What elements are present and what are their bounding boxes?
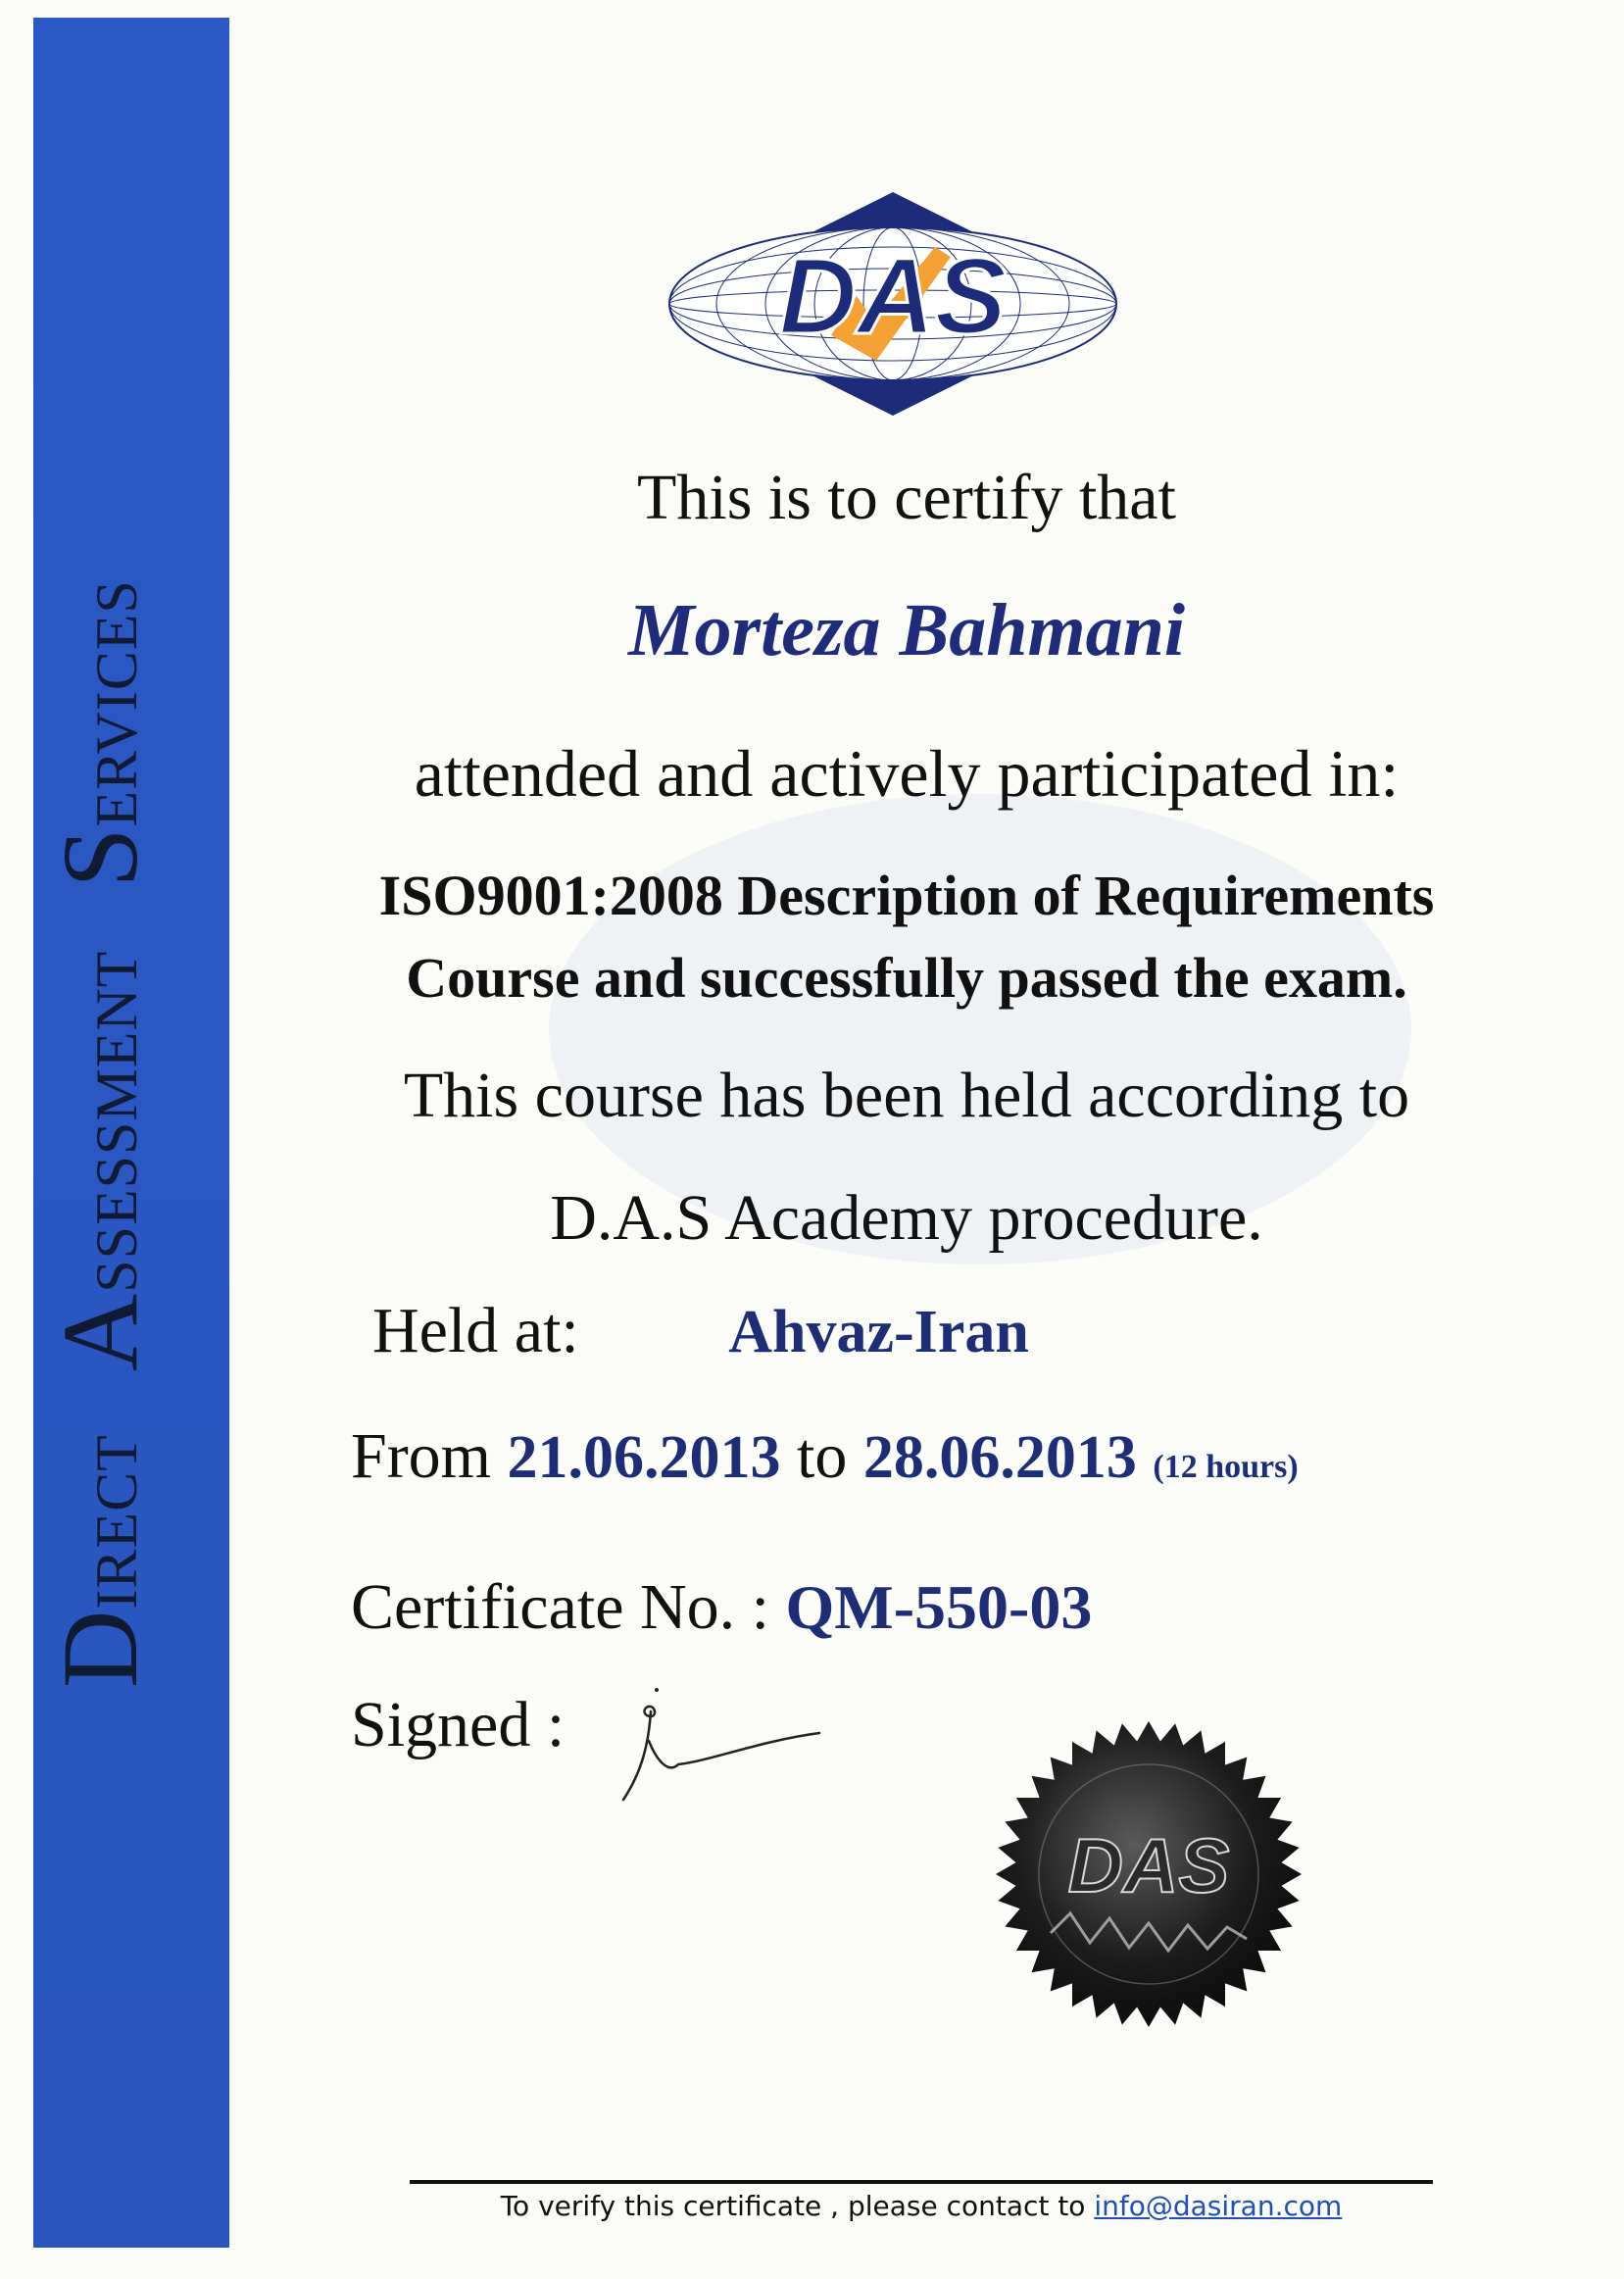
signed-row	[351, 1688, 565, 1762]
recipient-name: Morteza Bahmani	[627, 589, 1186, 671]
procedure-line-1: This course has been held according to	[403, 1060, 1410, 1131]
to-label: to	[797, 1420, 848, 1492]
from-label: From	[351, 1420, 492, 1492]
verification-note	[410, 2190, 1433, 2222]
certificate-number-label: Certificate No. :	[351, 1571, 770, 1643]
certificate-number-row	[351, 1570, 1092, 1645]
date-range-row	[351, 1419, 1299, 1494]
sidebar-word-rest: ERVICES	[84, 579, 149, 827]
verification-email-link[interactable]: info@dasiran.com	[1094, 2190, 1343, 2222]
course-title-line-2: Course and successfully passed the exam.	[406, 946, 1407, 1010]
sidebar-word-cap: S	[40, 826, 160, 888]
logo-text: DAS	[778, 236, 1008, 357]
duration: (12 hours)	[1153, 1449, 1299, 1485]
attended-statement: attended and actively participated in:	[414, 736, 1400, 811]
certify-intro: This is to certify that	[637, 462, 1176, 533]
sidebar-word-rest: IRECT	[84, 1434, 149, 1610]
sidebar-company-name	[41, 531, 159, 1688]
das-seal	[992, 1717, 1305, 2031]
verification-text: To verify this certificate , please contact to	[500, 2190, 1086, 2222]
held-at-label: Held at:	[372, 1295, 579, 1366]
signed-label: Signed :	[351, 1689, 566, 1760]
certificate-number-value: QM-550-03	[785, 1572, 1093, 1642]
seal-text: DAS	[1067, 1822, 1230, 1908]
from-date: 21.06.2013	[507, 1424, 781, 1491]
course-title-line-1: ISO9001:2008 Description of Requirements	[378, 864, 1435, 927]
footer-divider	[410, 2180, 1433, 2184]
das-logo	[664, 188, 1121, 420]
sidebar-word-rest: SSESSMENT	[84, 950, 149, 1293]
signature-image	[614, 1682, 829, 1809]
to-date: 28.06.2013	[862, 1424, 1137, 1491]
held-at-row	[372, 1294, 1029, 1368]
sidebar-word-cap: A	[40, 1292, 160, 1372]
sidebar-word-cap: D	[40, 1609, 160, 1688]
held-at-value: Ahvaz-Iran	[728, 1299, 1029, 1365]
procedure-line-2: D.A.S Academy procedure.	[550, 1182, 1263, 1254]
